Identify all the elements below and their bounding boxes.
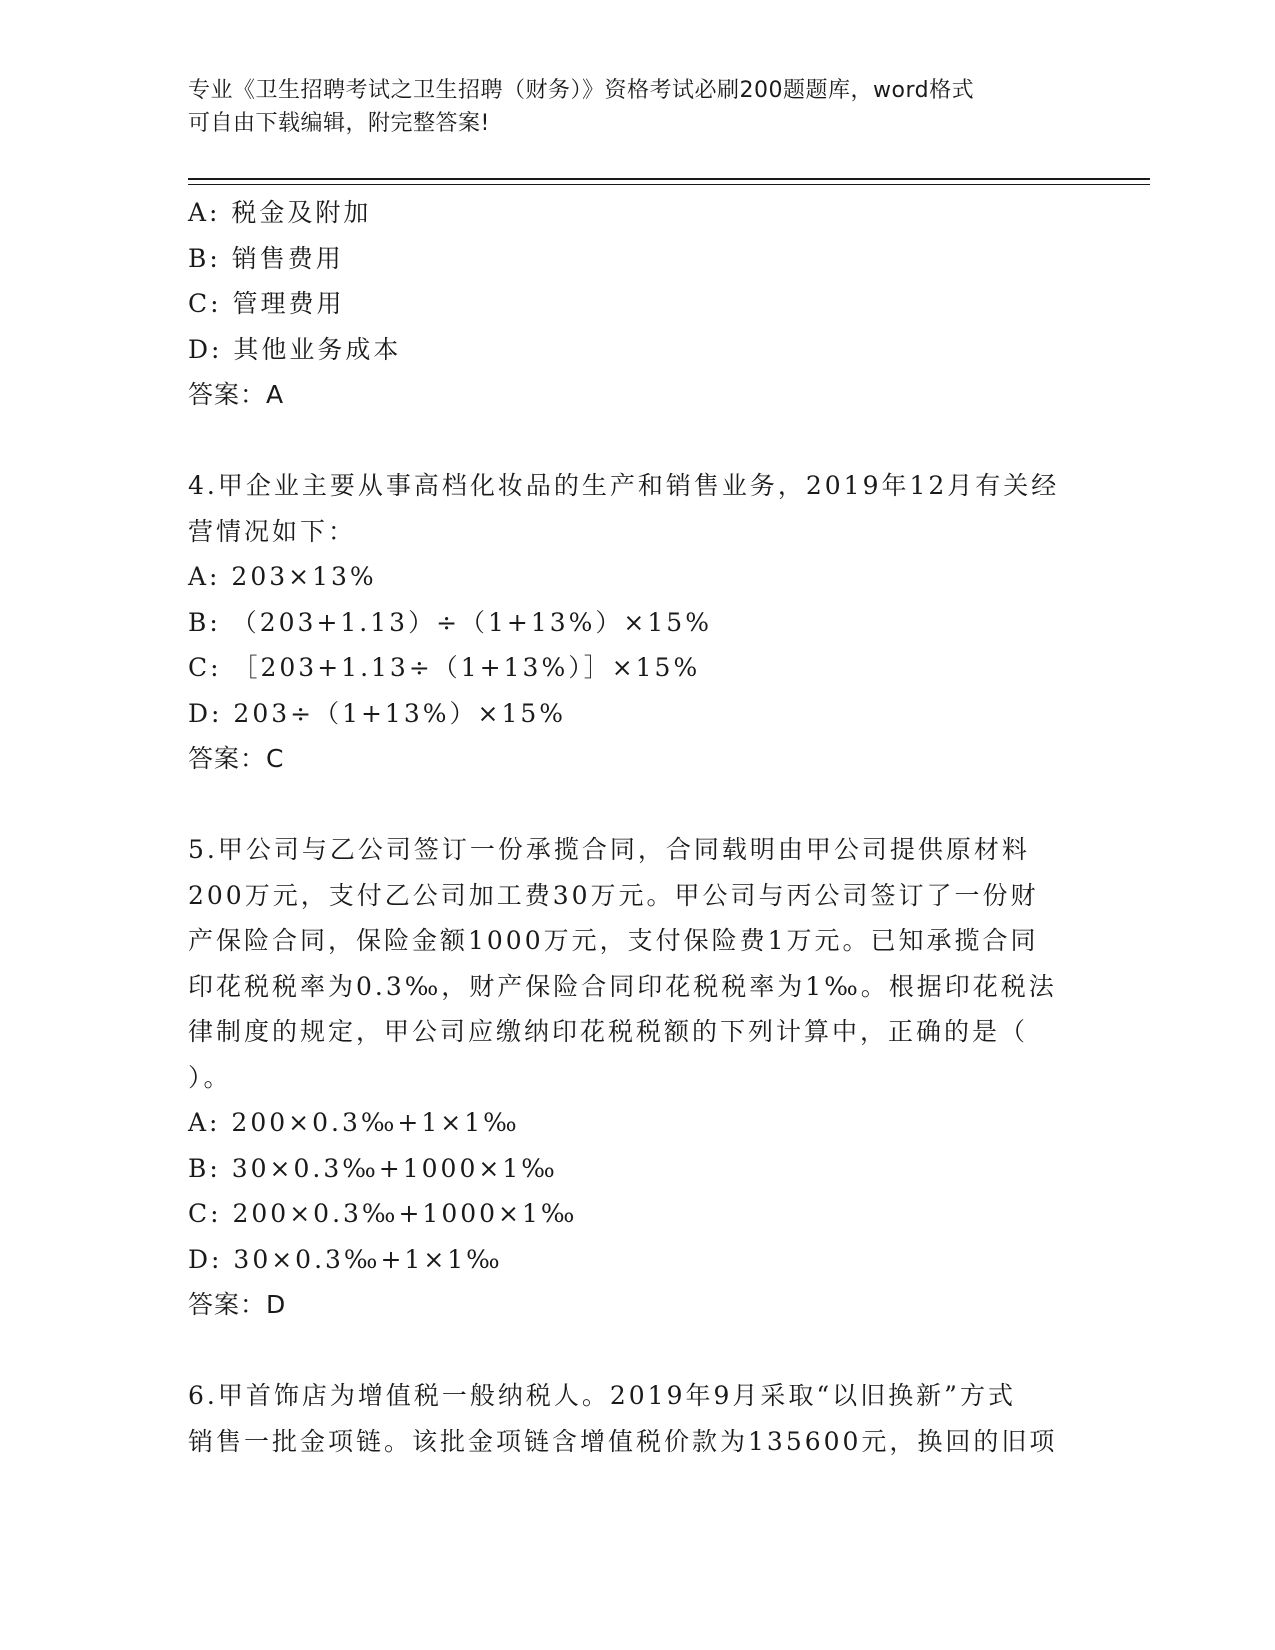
option-d: D: 30×0.3‰+1×1‰ — [188, 1244, 503, 1274]
spacer — [188, 782, 1088, 828]
header-rule-thick — [188, 178, 1150, 180]
option-a: A: 200×0.3‰+1×1‰ — [188, 1108, 520, 1137]
answer-line: 答案：A — [188, 380, 285, 409]
question-stem-line: 200万元，支付乙公司加工费30万元。甲公司与丙公司签订了一份财 — [188, 880, 1039, 910]
question-5 — [188, 827, 1088, 1328]
question-3 — [188, 190, 1088, 418]
option-a: A: 203×13% — [188, 562, 377, 591]
option-c: C: 200×0.3‰+1000×1‰ — [188, 1199, 578, 1228]
question-4 — [188, 463, 1088, 782]
spacer — [188, 1328, 1088, 1374]
question-stem-line: 4.甲企业主要从事高档化妆品的生产和销售业务，2019年12月有关经 — [188, 471, 1060, 500]
question-stem-line: 6.甲首饰店为增值税一般纳税人。2019年9月采取“以旧换新”方式 — [188, 1381, 1016, 1410]
document-header — [188, 74, 1088, 140]
spacer — [188, 418, 1088, 464]
header-line: 专业《卫生招聘考试之卫生招聘（财务）》资格考试必刷200题题库，word格式 — [188, 78, 975, 103]
header-rule-thin — [188, 184, 1150, 185]
question-stem-line: 销售一批金项链。该批金项链含增值税价款为135600元，换回的旧项 — [188, 1426, 1058, 1456]
question-6 — [188, 1373, 1088, 1464]
answer-line: 答案：D — [188, 1290, 287, 1319]
option-b: B: （203+1.13）÷（1+13%）×15% — [188, 607, 712, 637]
option-c: C: ［203+1.13÷（1+13%）］×15% — [188, 653, 701, 682]
question-stem-line: 5.甲公司与乙公司签订一份承揽合同，合同载明由甲公司提供原材料 — [188, 835, 1030, 864]
question-stem-line: 印花税税率为0.3‰，财产保险合同印花税税率为1‰。根据印花税法 — [188, 971, 1057, 1001]
option-b: B: 销售费用 — [188, 243, 344, 273]
question-stem-line: ）。 — [188, 1062, 232, 1092]
question-stem-line: 营情况如下： — [188, 516, 357, 546]
option-d: D: 203÷（1+13%）×15% — [188, 698, 567, 728]
option-a: A: 税金及附加 — [188, 198, 372, 227]
answer-line: 答案：C — [188, 744, 285, 773]
option-b: B: 30×0.3‰+1000×1‰ — [188, 1153, 558, 1183]
document-body — [188, 190, 1088, 1464]
question-stem-line: 律制度的规定，甲公司应缴纳印花税税额的下列计算中，正确的是（ — [188, 1017, 1029, 1046]
question-stem-line: 产保险合同，保险金额1000万元，支付保险费1万元。已知承揽合同 — [188, 926, 1039, 955]
header-line: 可自由下载编辑，附完整答案! — [188, 111, 490, 136]
option-d: D: 其他业务成本 — [188, 334, 402, 364]
option-c: C: 管理费用 — [188, 289, 345, 318]
